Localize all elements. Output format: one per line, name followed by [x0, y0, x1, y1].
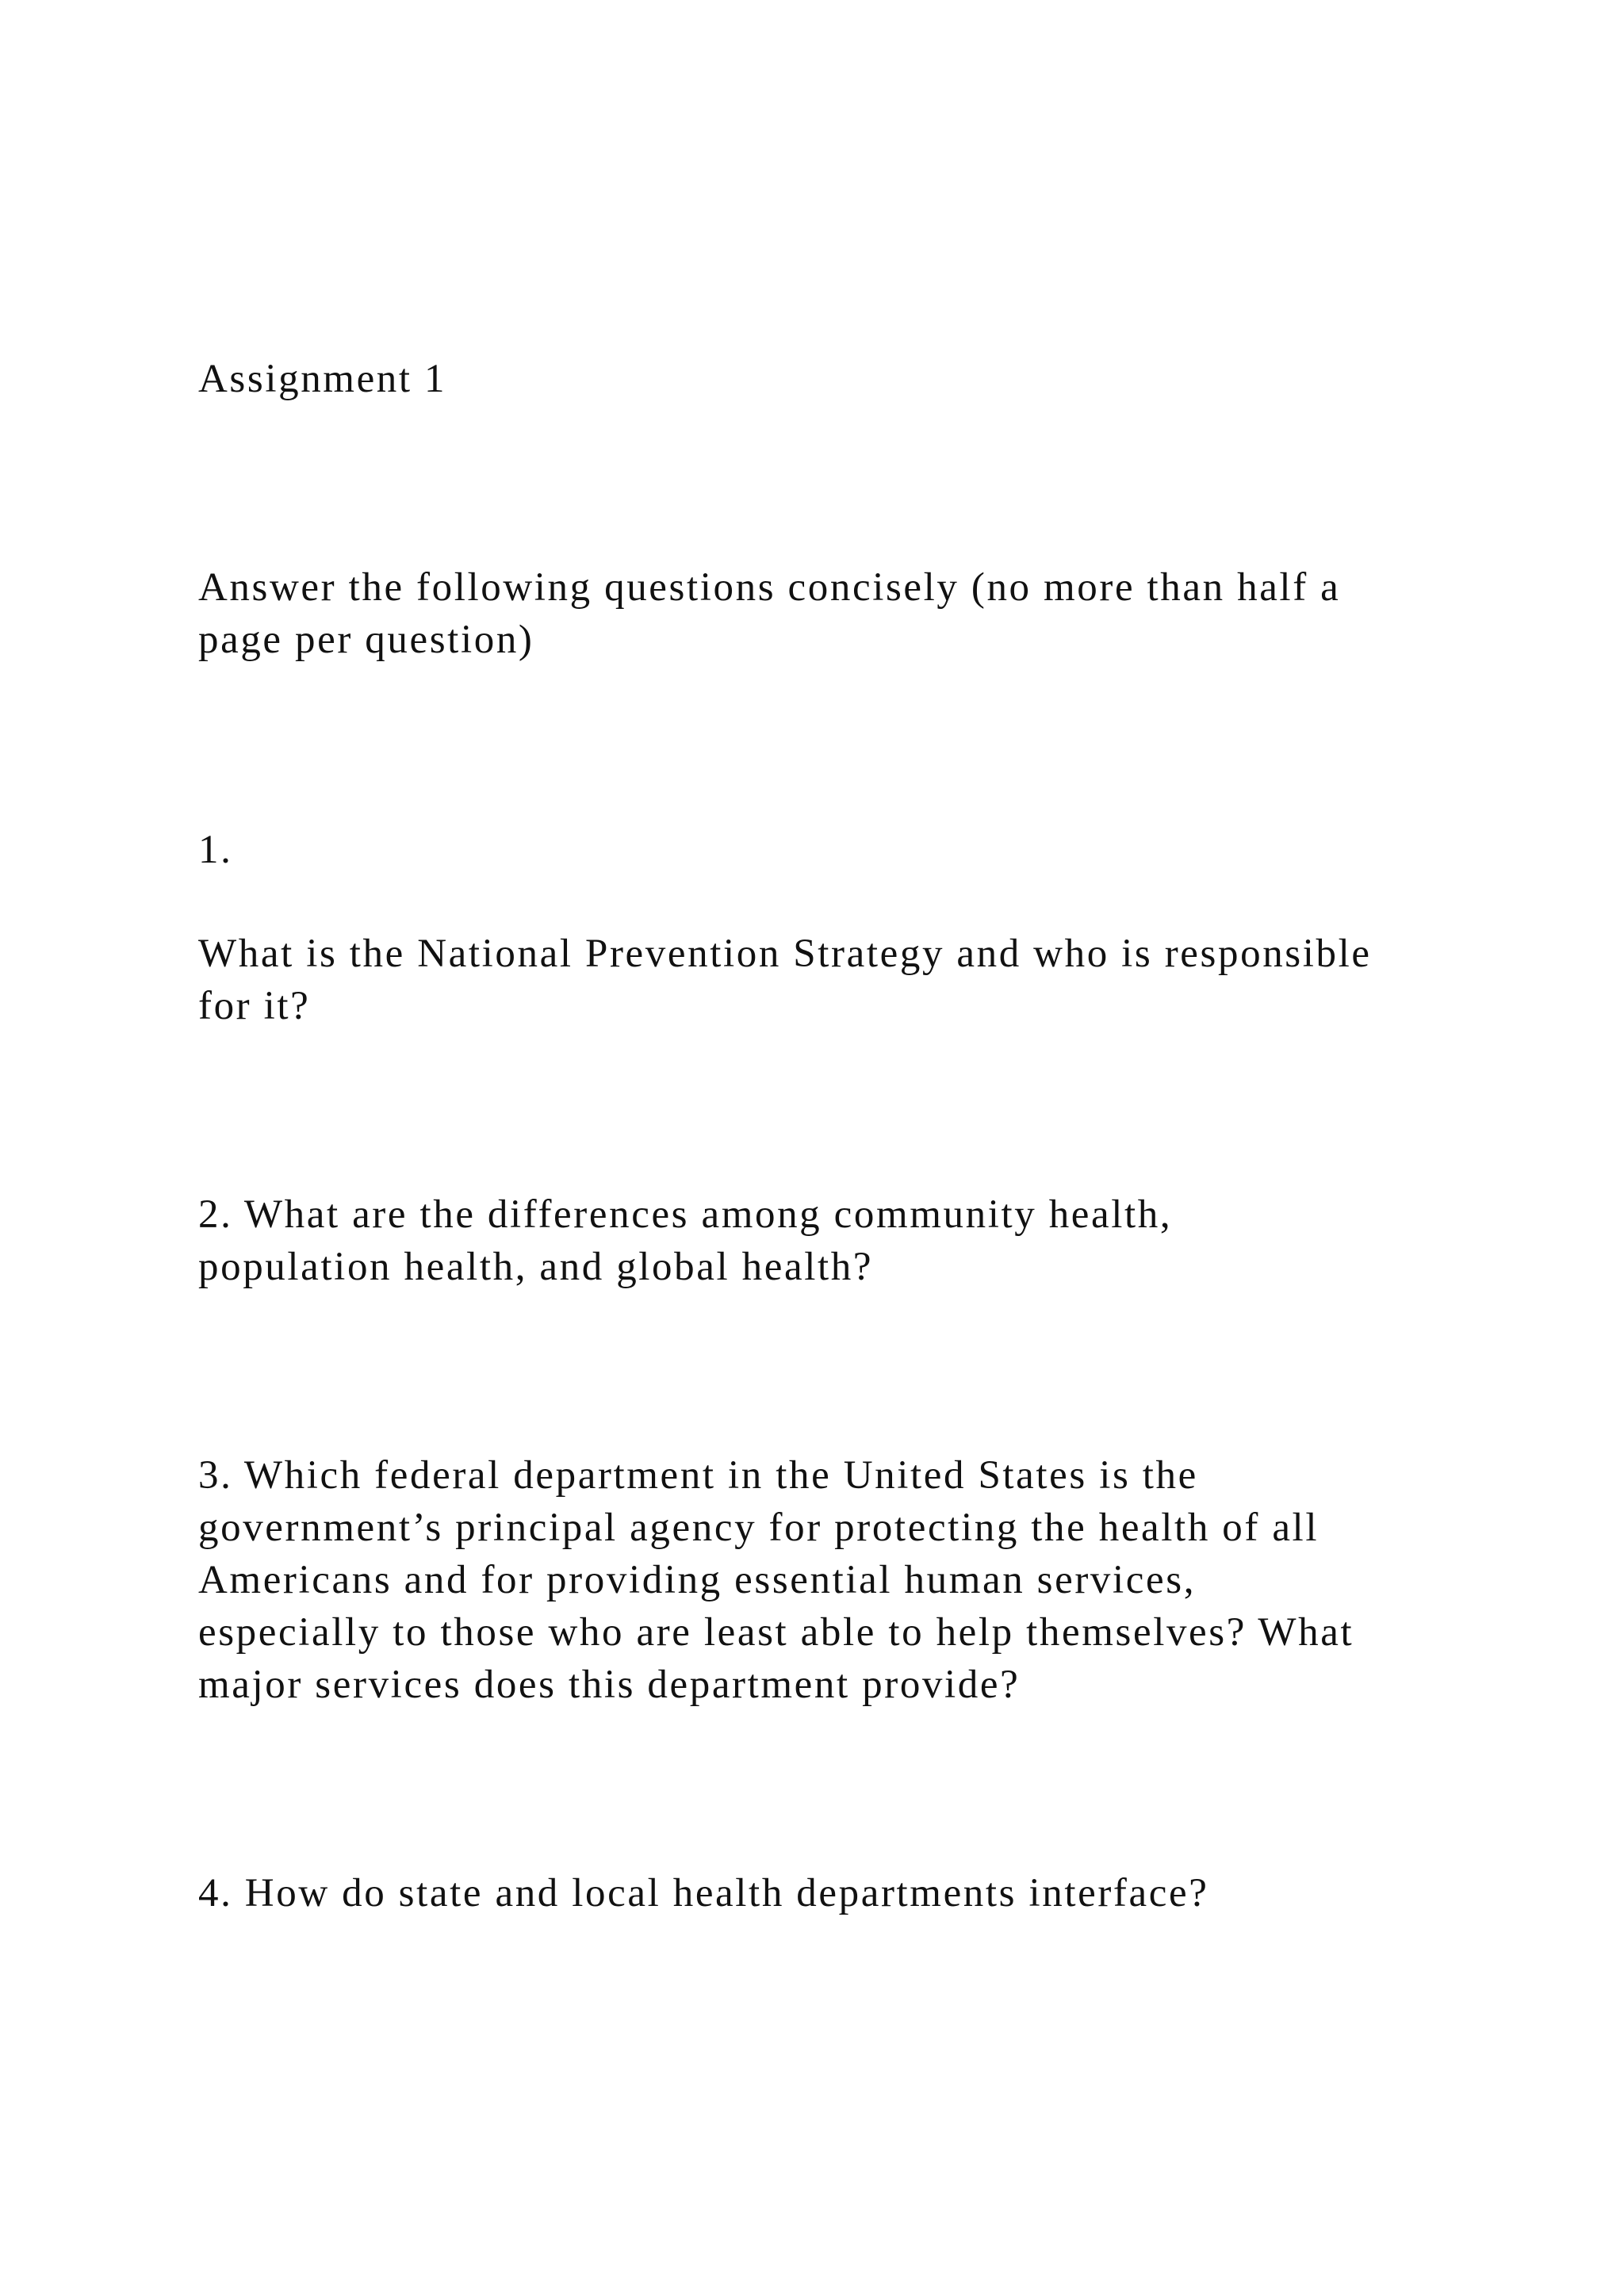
document-title: Assignment 1 [198, 357, 447, 401]
question-4-line-1: 4. How do state and local health departments interface? [198, 1871, 1209, 1915]
question-1-line-1: What is the National Prevention Strategy and who is responsible [198, 932, 1372, 976]
question-3-line-5: major services does this department provide? [198, 1663, 1021, 1707]
question-3-line-1: 3. Which federal department in the United States is the [198, 1453, 1198, 1498]
instructions-line-2: page per question) [198, 618, 534, 662]
question-3-line-4: especially to those who are least able to help themselves? What [198, 1610, 1354, 1655]
question-3-line-3: Americans and for providing essential human services, [198, 1558, 1197, 1602]
question-2-line-1: 2. What are the differences among community health, [198, 1192, 1173, 1237]
question-1-number: 1. [198, 828, 233, 872]
question-3-line-2: government’s principal agency for protecting the health of all [198, 1506, 1320, 1550]
instructions-line-1: Answer the following questions concisely (no more than half a [198, 565, 1341, 610]
question-2-line-2: population health, and global health? [198, 1245, 874, 1289]
question-1-line-2: for it? [198, 984, 311, 1028]
